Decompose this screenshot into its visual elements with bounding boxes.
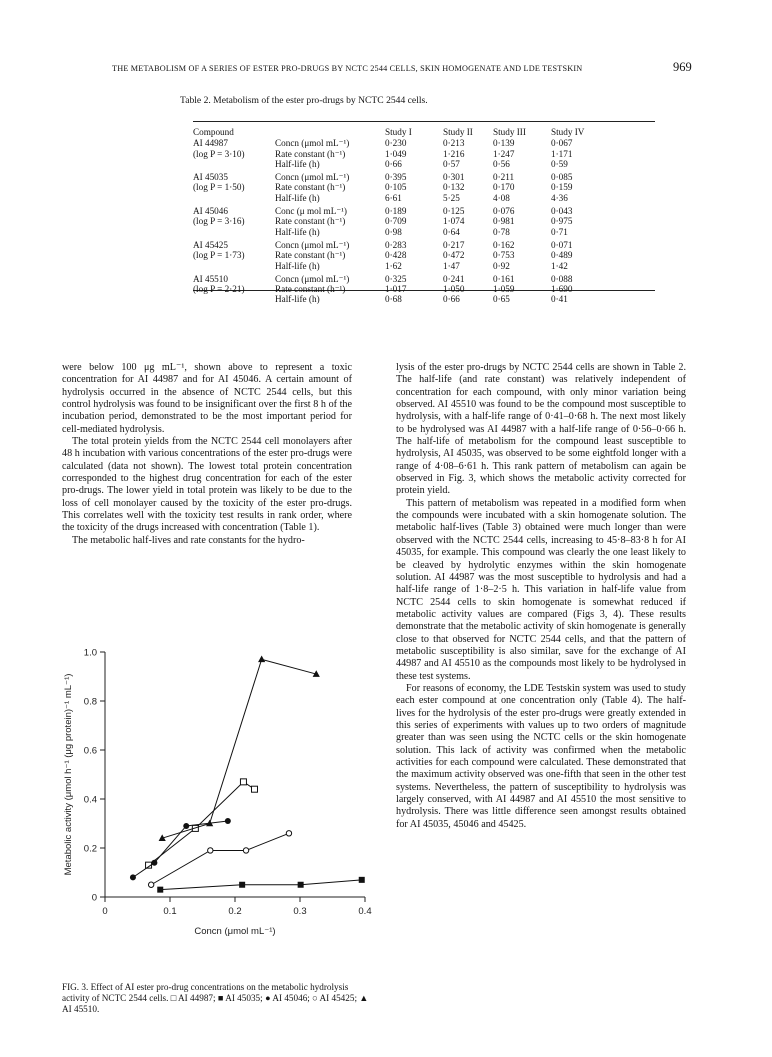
x-tick-label: 0.2 [228,906,242,917]
value-cell: 1·050 [443,284,465,295]
y-tick-label: 0 [91,892,97,904]
value-cell: 4·08 [493,192,510,203]
parameter-label: Concn (μmol mL⁻¹) [275,172,350,183]
series-line-ai-44987 [149,782,255,865]
column-header: Study IV [551,127,585,137]
compound-logp: (log P = 2·21) [193,284,245,295]
x-tick-label: 0.1 [163,906,177,917]
series-line-ai-45035 [160,880,362,890]
value-cell: 5·25 [443,192,460,203]
value-cell: 0·283 [385,239,407,250]
empty-cell [193,193,275,206]
value-cell: 0·68 [385,294,402,305]
value-cell: 1·247 [493,148,515,159]
value-cell: 0·132 [443,182,465,193]
value-cell: 0·088 [551,273,573,284]
paragraph: lysis of the ester pro-drugs by NCTC 2544 cells are shown in Table 2. The half-life (and rate constant) was relatively independent of concentration for each compound, with only minor variation being observed. AI 45510 was found to be the compound most susceptible to hydrolysis, with a half-life range of 0·41–0·68 h. The next most likely to be hydrolysed was AI 44987 with a half-life range of 0·56–0·66 h. The half-life of metabolism for the compound least susceptible to hydrolysis, AI 45035, was observed to be some eightfold longer with a range of 4·08–6·61 h. This rank pattern of metabolism can again be observed in Fig. 3, which shows the metabolic activity corrected for protein yield. [396,362,686,497]
parameter-label: Rate constant (h⁻¹) [275,182,346,193]
parameter-label: Rate constant (h⁻¹) [275,216,346,227]
empty-cell [193,261,275,274]
value-cell: 0·64 [443,226,460,237]
parameter-label: Concn (μmol mL⁻¹) [275,138,350,149]
column-header: Study II [443,127,473,137]
value-cell: 0·067 [551,138,573,149]
table-row [193,172,601,182]
value-cell: 0·71 [551,226,568,237]
table-row [193,250,601,260]
point-ai-44987 [252,786,258,792]
x-axis-label: Concn (μmol mL⁻¹) [194,926,276,937]
compound-logp: (log P = 3·10) [193,148,245,159]
compound-name: AI 45510 [193,273,228,284]
value-cell: 0·211 [493,172,515,183]
value-cell: 1·47 [443,260,460,271]
figure-3-chart [55,640,385,960]
compound-name: AI 45425 [193,239,228,250]
value-cell: 1·017 [385,284,407,295]
value-cell: 0·395 [385,172,407,183]
value-cell: 1·690 [551,284,573,295]
x-tick-label: 0 [102,906,108,917]
table-caption: Table 2. Metabolism of the ester pro-drugs by NCTC 2544 cells. [180,95,428,106]
compound-name: AI 44987 [193,138,228,149]
value-cell: 0·709 [385,216,407,227]
value-cell: 0·125 [443,206,465,217]
value-cell: 0·105 [385,182,407,193]
parameter-label: Rate constant (h⁻¹) [275,284,346,295]
parameter-label: Half-life (h) [275,226,320,237]
value-cell: 0·41 [551,294,568,305]
parameter-label: Concn (μmol mL⁻¹) [275,273,350,284]
x-tick-label: 0.3 [293,906,307,917]
point-ai-45046 [130,874,136,880]
table-row [193,216,601,226]
point-ai-45046 [151,860,157,866]
paragraph: were below 100 μg mL⁻¹, shown above to represent a toxic concentration for AI 44987 and for AI 45046. A certain amount of hydrolysis occurred in the absence of NCTC 2544 cells, but this control hydrolysis was found to be insignificant over the first 8 h of the incubation period, demonstrated to be the most important period for cell-mediated hydrolysis. [62,362,352,435]
table-row [193,138,601,148]
y-tick-label: 0.6 [83,745,97,757]
figure-caption: FIG. 3. Effect of AI ester pro-drug concentrations on the metabolic hydrolysis activity of NCTC 2544 cells. □ AI 44987; ■ AI 45035; ● AI 45046; ○ AI 45425; ▲ AI 45510. [62,982,369,1014]
point-ai-45425 [243,848,248,853]
value-cell: 0·472 [443,250,465,261]
column-header: Compound [193,127,234,137]
table-row [193,240,601,250]
value-cell: 0·213 [443,138,465,149]
value-cell: 1·216 [443,148,465,159]
value-cell: 0·981 [493,216,515,227]
table-row [193,227,601,240]
paragraph: For reasons of economy, the LDE Testskin system was used to study each ester compound at one concentration only (Table 4). The half-lives for the hydrolysis of the ester pro-drugs were greatly extended in this series of experiments with values up to two orders of magnitude greater than was seen using the NCTC cells or the skin homogenate solution. This lack of activity was confirmed when the metabolic activities for each compound were calculated. These demonstrated that the maximum activity observed was one-fifth that seen in the other test systems. Nevertheless, the pattern of susceptibility to hydrolysis was largely conserved, with AI 44987 and AI 45510 the most sensitive to hydrolysis. There was little difference seen amongst results obtained for AI 45035, 45046 and 45425. [396,682,686,830]
running-header: THE METABOLISM OF A SERIES OF ESTER PRO-DRUGS BY NCTC 2544 CELLS, SKIN HOMOGENATE AND LDE TESTSKIN [112,64,583,73]
value-cell: 0·59 [551,158,568,169]
point-ai-44987 [240,779,246,785]
paragraph: The metabolic half-lives and rate constants for the hydro- [72,534,305,546]
value-cell: 0·98 [385,226,402,237]
empty-cell [193,294,275,307]
compound-logp: (log P = 3·16) [193,216,245,227]
point-ai-45035 [359,877,365,883]
y-axis-label: Metabolic activity (μmol h⁻¹ (μg protein)⁻¹ mL⁻¹) [63,673,74,876]
y-tick-label: 1.0 [83,647,97,659]
table-row [193,261,601,274]
column-header: Study I [385,127,412,137]
value-cell: 0·428 [385,250,407,261]
table-row [193,182,601,192]
value-cell: 0·170 [493,182,515,193]
value-cell: 0·159 [551,182,573,193]
compound-logp: (log P = 1·73) [193,250,245,261]
series-line-ai-45510 [162,659,316,838]
value-cell: 0·085 [551,172,573,183]
value-cell: 0·975 [551,216,573,227]
value-cell: 1·171 [551,148,573,159]
value-cell: 0·489 [551,250,573,261]
point-ai-45425 [286,831,291,836]
value-cell: 0·043 [551,206,573,217]
compound-name: AI 45035 [193,172,228,183]
parameter-label: Half-life (h) [275,158,320,169]
value-cell: 1·049 [385,148,407,159]
point-ai-45425 [208,848,213,853]
table-row [193,284,601,294]
value-cell: 0·57 [443,158,460,169]
value-cell: 0·162 [493,239,515,250]
value-cell: 0·139 [493,138,515,149]
left-text-column [62,362,352,547]
point-ai-45035 [298,882,304,888]
y-tick-label: 0.4 [83,794,97,806]
table-row [193,193,601,206]
parameter-label: Conc (μ mol mL⁻¹) [275,206,347,217]
point-ai-45046 [225,818,231,824]
series-line-ai-45425 [151,833,289,884]
page-number: 969 [673,60,692,74]
parameter-label: Concn (μmol mL⁻¹) [275,239,350,250]
value-cell: 0·325 [385,273,407,284]
y-tick-label: 0.8 [83,696,97,708]
value-cell: 1·42 [551,260,568,271]
table-row [193,206,601,216]
parameter-label: Half-life (h) [275,260,320,271]
value-cell: 1·074 [443,216,465,227]
series-line-ai-45046 [133,821,228,877]
value-cell: 0·92 [493,260,510,271]
table-header-row [193,127,601,138]
paragraph: The total protein yields from the NCTC 2544 cell monolayers after 48 h incubation with various concentrations of the ester pro-drugs were calculated (data not shown). The lowest total protein concentration corresponded to the highest drug concentration for each of the ester pro-drugs. The lower yield in total protein was likely to be due to the loss of cell monolayer caused by the toxicity of the ester pro-drugs. This correlates well with the toxicity test results in rank order, where the toxicity of the drugs increased with concentration (Table 1). [62,436,352,534]
value-cell: 0·230 [385,138,407,149]
parameter-label: Rate constant (h⁻¹) [275,250,346,261]
column-header: Study III [493,127,526,137]
point-ai-45425 [148,882,153,887]
value-cell: 0·189 [385,206,407,217]
value-cell: 0·241 [443,273,465,284]
value-cell: 0·66 [443,294,460,305]
table-row [193,274,601,284]
value-cell: 0·076 [493,206,515,217]
value-cell: 0·217 [443,239,465,250]
empty-cell [193,159,275,172]
value-cell: 0·65 [493,294,510,305]
parameter-label: Rate constant (h⁻¹) [275,148,346,159]
metabolism-table [193,127,601,308]
parameter-label: Half-life (h) [275,294,320,305]
value-cell: 4·36 [551,192,568,203]
column-header [275,127,385,138]
table-row [193,294,601,307]
value-cell: 0·56 [493,158,510,169]
value-cell: 6·61 [385,192,402,203]
value-cell: 0·301 [443,172,465,183]
compound-logp: (log P = 1·50) [193,182,245,193]
value-cell: 0·071 [551,239,573,250]
paragraph: This pattern of metabolism was repeated in a modified form when the compounds were incubated with a skin homogenate solution. The metabolic half-lives (Table 3) obtained were much longer than were observed with the NCTC 2544 cells, increasing to 45·8–83·8 h for AI 45035, for example. This compound was clearly the one least likely to be cleaved by hydrolytic enzymes within the skin homogenate solution. AI 44987 was the most susceptible to hydrolysis and had a half-life range of 1·8–2·5 h. This variation in half-life value from NCTC 2544 cells to skin homogenate is somewhat reduced if metabolic activity values are compared (Figs 3, 4). These results demonstrate that the metabolic activity of skin homogenate is generally close to that observed for NCTC 2544 cells, and that the pattern of metabolic susceptibility is also similar, save for the exchange of AI 44987 and AI 45510 as the compounds most likely to be hydrolysed in these test systems. [396,497,686,682]
empty-cell [193,227,275,240]
point-ai-45035 [157,887,163,893]
right-text-column [396,362,686,831]
point-ai-45046 [183,823,189,829]
x-tick-label: 0.4 [358,906,372,917]
table-row [193,159,601,172]
compound-name: AI 45046 [193,206,228,217]
parameter-label: Half-life (h) [275,192,320,203]
value-cell: 1·059 [493,284,515,295]
point-ai-45035 [239,882,245,888]
table-row [193,149,601,159]
value-cell: 0·78 [493,226,510,237]
point-ai-45510 [258,656,265,663]
value-cell: 1·62 [385,260,402,271]
table-top-rule [193,121,655,122]
value-cell: 0·753 [493,250,515,261]
value-cell: 0·66 [385,158,402,169]
y-tick-label: 0.2 [83,843,97,855]
value-cell: 0·161 [493,273,515,284]
